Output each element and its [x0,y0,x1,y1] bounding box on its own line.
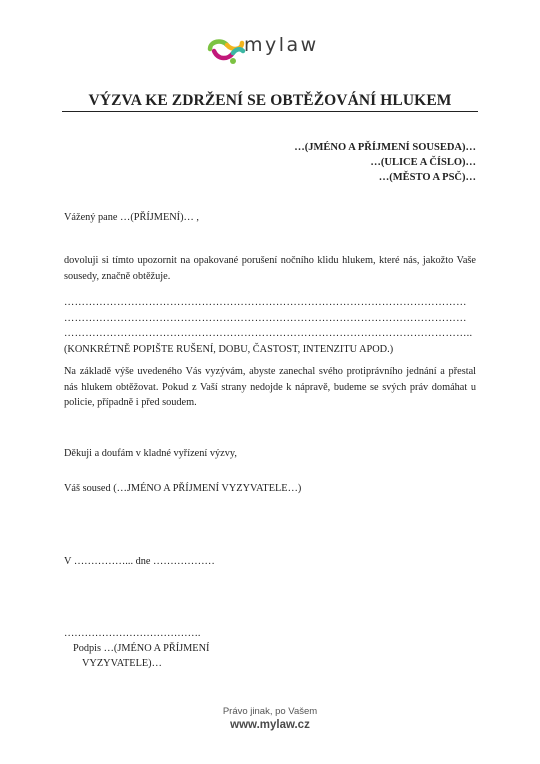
signature-line: …………………………………. [64,628,201,639]
dotted-line: …………………………………………………………………………………………………… [64,297,467,308]
demand-paragraph: Na základě výše uvedeného Vás vyzývám, abyste zanechal svého protiprávního jednání a přestal nás hlukem obtěžovat. Pokud z Vaší strany nedojde k nápravě, budeme se svých práv domáhat u policie, případně i před soudem. [64,366,476,408]
recipient-street: …(ULICE A ČÍSLO)… [370,157,476,168]
place-date-line: V ……………... dne ……………… [64,556,215,567]
title-underline [62,111,478,112]
intro-paragraph: dovoluji si tímto upozornit na opakované porušení nočního klidu hlukem, které nás, jakožto Vaše sousedy, značně obtěžuje. [64,255,476,282]
signature-block [64,626,209,671]
signature-caption-2: VYZYVATELE)… [82,658,162,669]
dotted-line: …………………………………………………………………………………………………….. [64,328,473,339]
dotted-line: …………………………………………………………………………………………………… [64,312,467,324]
recipient-address [294,140,476,185]
recipient-city: …(MĚSTO A PSČ)… [378,172,476,183]
logo-text: mylaw [244,34,319,56]
greeting: Vážený pane …(PŘÍJMENÍ)… , [64,212,199,223]
dotted-lines [64,295,476,357]
signature-caption: Podpis …(JMÉNO A PŘÍJMENÍ [73,643,210,654]
recipient-name: …(JMÉNO A PŘÍJMENÍ SOUSEDA)… [294,142,476,153]
footer-website-link[interactable]: www.mylaw.cz [230,719,310,731]
instruction-text: (KONKRÉTNĚ POPIŠTE RUŠENÍ, DOBU, ČASTOST, INTENZITU APOD.) [64,343,394,355]
closing-line: Váš soused (…JMÉNO A PŘÍJMENÍ VYZYVATELE…) [64,483,302,494]
thanks-line: Děkuji a doufám v kladné vyřízení výzvy, [64,448,237,459]
document-title: VÝZVA KE ZDRŽENÍ SE OBTĚŽOVÁNÍ HLUKEM [88,92,452,109]
footer-tagline: Právo jinak, po Vašem [222,706,318,717]
